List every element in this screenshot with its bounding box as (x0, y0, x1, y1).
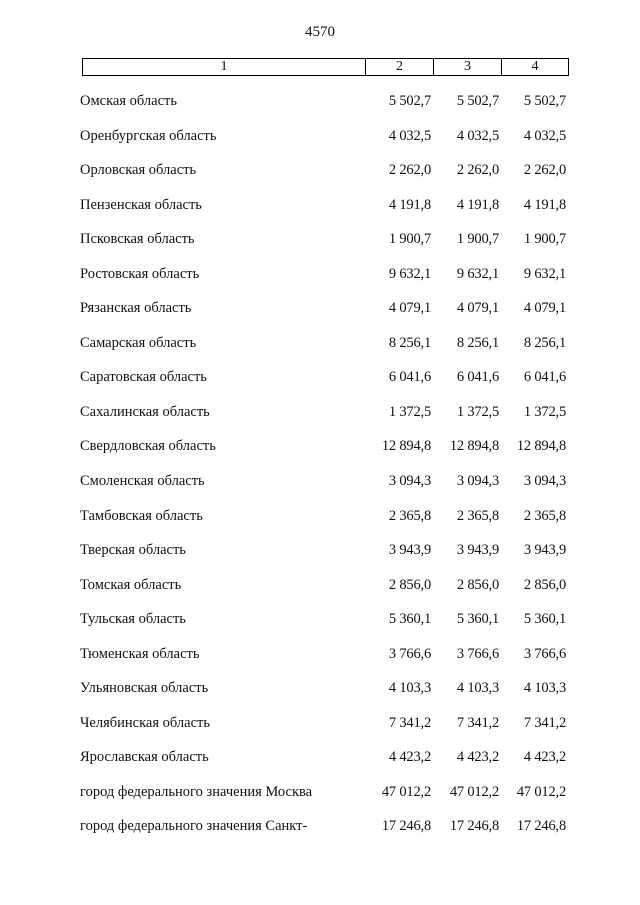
table-row (0, 123, 640, 158)
table-row (0, 364, 640, 399)
value-col-2: 4 191,8 (388, 196, 431, 213)
region-name: Самарская область (80, 334, 197, 351)
value-col-2: 12 894,8 (381, 438, 431, 455)
region-name: Томская область (80, 576, 182, 593)
value-col-4: 4 191,8 (523, 196, 566, 213)
value-col-4: 2 365,8 (523, 507, 566, 524)
value-col-4: 4 423,2 (523, 749, 566, 766)
table-header (82, 58, 569, 76)
value-col-2: 5 502,7 (388, 93, 431, 109)
region-name: Тюменская область (80, 645, 200, 662)
value-col-4: 9 632,1 (523, 265, 566, 282)
value-col-2: 47 012,2 (381, 783, 431, 800)
table-body (0, 88, 640, 848)
value-col-2: 2 856,0 (388, 576, 431, 593)
table-row (0, 606, 640, 641)
column-header-3: 3 (433, 59, 501, 75)
table-row (0, 192, 640, 227)
table-row (0, 779, 640, 814)
value-col-3: 7 341,2 (456, 714, 499, 731)
region-name: Псковская область (80, 231, 195, 248)
table-row (0, 813, 640, 848)
value-col-4: 8 256,1 (523, 334, 566, 351)
region-name: Ульяновская область (80, 680, 209, 697)
region-name: Тамбовская область (80, 507, 203, 524)
value-col-2: 7 341,2 (388, 714, 431, 731)
value-col-3: 9 632,1 (456, 265, 499, 282)
value-col-4: 5 502,7 (523, 93, 566, 109)
value-col-3: 4 191,8 (456, 196, 499, 213)
value-col-2: 4 032,5 (388, 127, 431, 144)
value-col-4: 2 856,0 (523, 576, 566, 593)
value-col-4: 4 079,1 (523, 300, 566, 317)
region-name: Орловская область (80, 162, 197, 179)
table-row (0, 433, 640, 468)
value-col-4: 7 341,2 (523, 714, 566, 731)
table-row (0, 88, 640, 123)
value-col-3: 5 360,1 (456, 611, 499, 628)
table-row (0, 295, 640, 330)
region-name: Ростовская область (80, 265, 200, 282)
value-col-3: 4 103,3 (456, 680, 499, 697)
region-name: Пензенская область (80, 196, 202, 213)
value-col-2: 4 103,3 (388, 680, 431, 697)
region-name: город федерального значения Москва (80, 783, 313, 800)
value-col-2: 2 365,8 (388, 507, 431, 524)
value-col-3: 12 894,8 (449, 438, 499, 455)
value-col-2: 17 246,8 (381, 818, 431, 835)
table-row (0, 157, 640, 192)
value-col-3: 2 365,8 (456, 507, 499, 524)
column-header-2: 2 (365, 59, 433, 75)
value-col-3: 8 256,1 (456, 334, 499, 351)
value-col-3: 6 041,6 (456, 369, 499, 386)
value-col-4: 3 094,3 (523, 473, 566, 490)
value-col-4: 1 372,5 (523, 403, 566, 420)
region-name: Свердловская область (80, 438, 216, 455)
table-row (0, 468, 640, 503)
value-col-2: 2 262,0 (388, 162, 431, 179)
value-col-2: 4 423,2 (388, 749, 431, 766)
region-name: Челябинская область (80, 714, 210, 731)
value-col-2: 9 632,1 (388, 265, 431, 282)
region-name: Сахалинская область (80, 403, 210, 420)
value-col-2: 1 372,5 (388, 403, 431, 420)
region-name: Тверская область (80, 542, 186, 559)
value-col-3: 3 094,3 (456, 473, 499, 490)
table-row (0, 399, 640, 434)
value-col-3: 4 423,2 (456, 749, 499, 766)
value-col-4: 5 360,1 (523, 611, 566, 628)
value-col-4: 4 032,5 (523, 127, 566, 144)
region-name: Рязанская область (80, 300, 192, 317)
region-name: Саратовская область (80, 369, 207, 386)
page-number: 4570 (305, 24, 335, 40)
table-row (0, 675, 640, 710)
value-col-4: 3 943,9 (523, 542, 566, 559)
value-col-4: 6 041,6 (523, 369, 566, 386)
value-col-3: 1 372,5 (456, 403, 499, 420)
value-col-4: 2 262,0 (523, 162, 566, 179)
table-row (0, 330, 640, 365)
table-row (0, 537, 640, 572)
table-row (0, 226, 640, 261)
value-col-3: 47 012,2 (449, 783, 499, 800)
value-col-4: 3 766,6 (523, 645, 566, 662)
region-name: Оренбургская область (80, 127, 217, 144)
region-name: Омская область (80, 93, 177, 109)
value-col-4: 12 894,8 (516, 438, 566, 455)
value-col-3: 17 246,8 (449, 818, 499, 835)
column-header-1: 1 (220, 59, 228, 74)
table-row (0, 641, 640, 676)
value-col-4: 1 900,7 (523, 231, 566, 248)
value-col-2: 8 256,1 (388, 334, 431, 351)
value-col-3: 2 262,0 (456, 162, 499, 179)
value-col-4: 47 012,2 (516, 783, 566, 800)
value-col-3: 5 502,7 (456, 93, 499, 109)
value-col-2: 3 094,3 (388, 473, 431, 490)
value-col-3: 3 766,6 (456, 645, 499, 662)
value-col-2: 4 079,1 (388, 300, 431, 317)
table-row (0, 503, 640, 538)
value-col-3: 4 032,5 (456, 127, 499, 144)
value-col-2: 6 041,6 (388, 369, 431, 386)
region-name: Тульская область (80, 611, 186, 628)
region-name: Ярославская область (80, 749, 209, 766)
value-col-2: 5 360,1 (388, 611, 431, 628)
value-col-3: 2 856,0 (456, 576, 499, 593)
value-col-4: 17 246,8 (516, 818, 566, 835)
table-row (0, 710, 640, 745)
table-row (0, 572, 640, 607)
value-col-2: 3 766,6 (388, 645, 431, 662)
value-col-3: 1 900,7 (456, 231, 499, 248)
table-row (0, 744, 640, 779)
value-col-3: 3 943,9 (456, 542, 499, 559)
value-col-4: 4 103,3 (523, 680, 566, 697)
region-name: Смоленская область (80, 473, 205, 490)
table-row (0, 261, 640, 296)
value-col-2: 3 943,9 (388, 542, 431, 559)
column-header-4: 4 (501, 59, 568, 75)
value-col-3: 4 079,1 (456, 300, 499, 317)
region-name: город федерального значения Санкт- (80, 818, 308, 835)
value-col-2: 1 900,7 (388, 231, 431, 248)
